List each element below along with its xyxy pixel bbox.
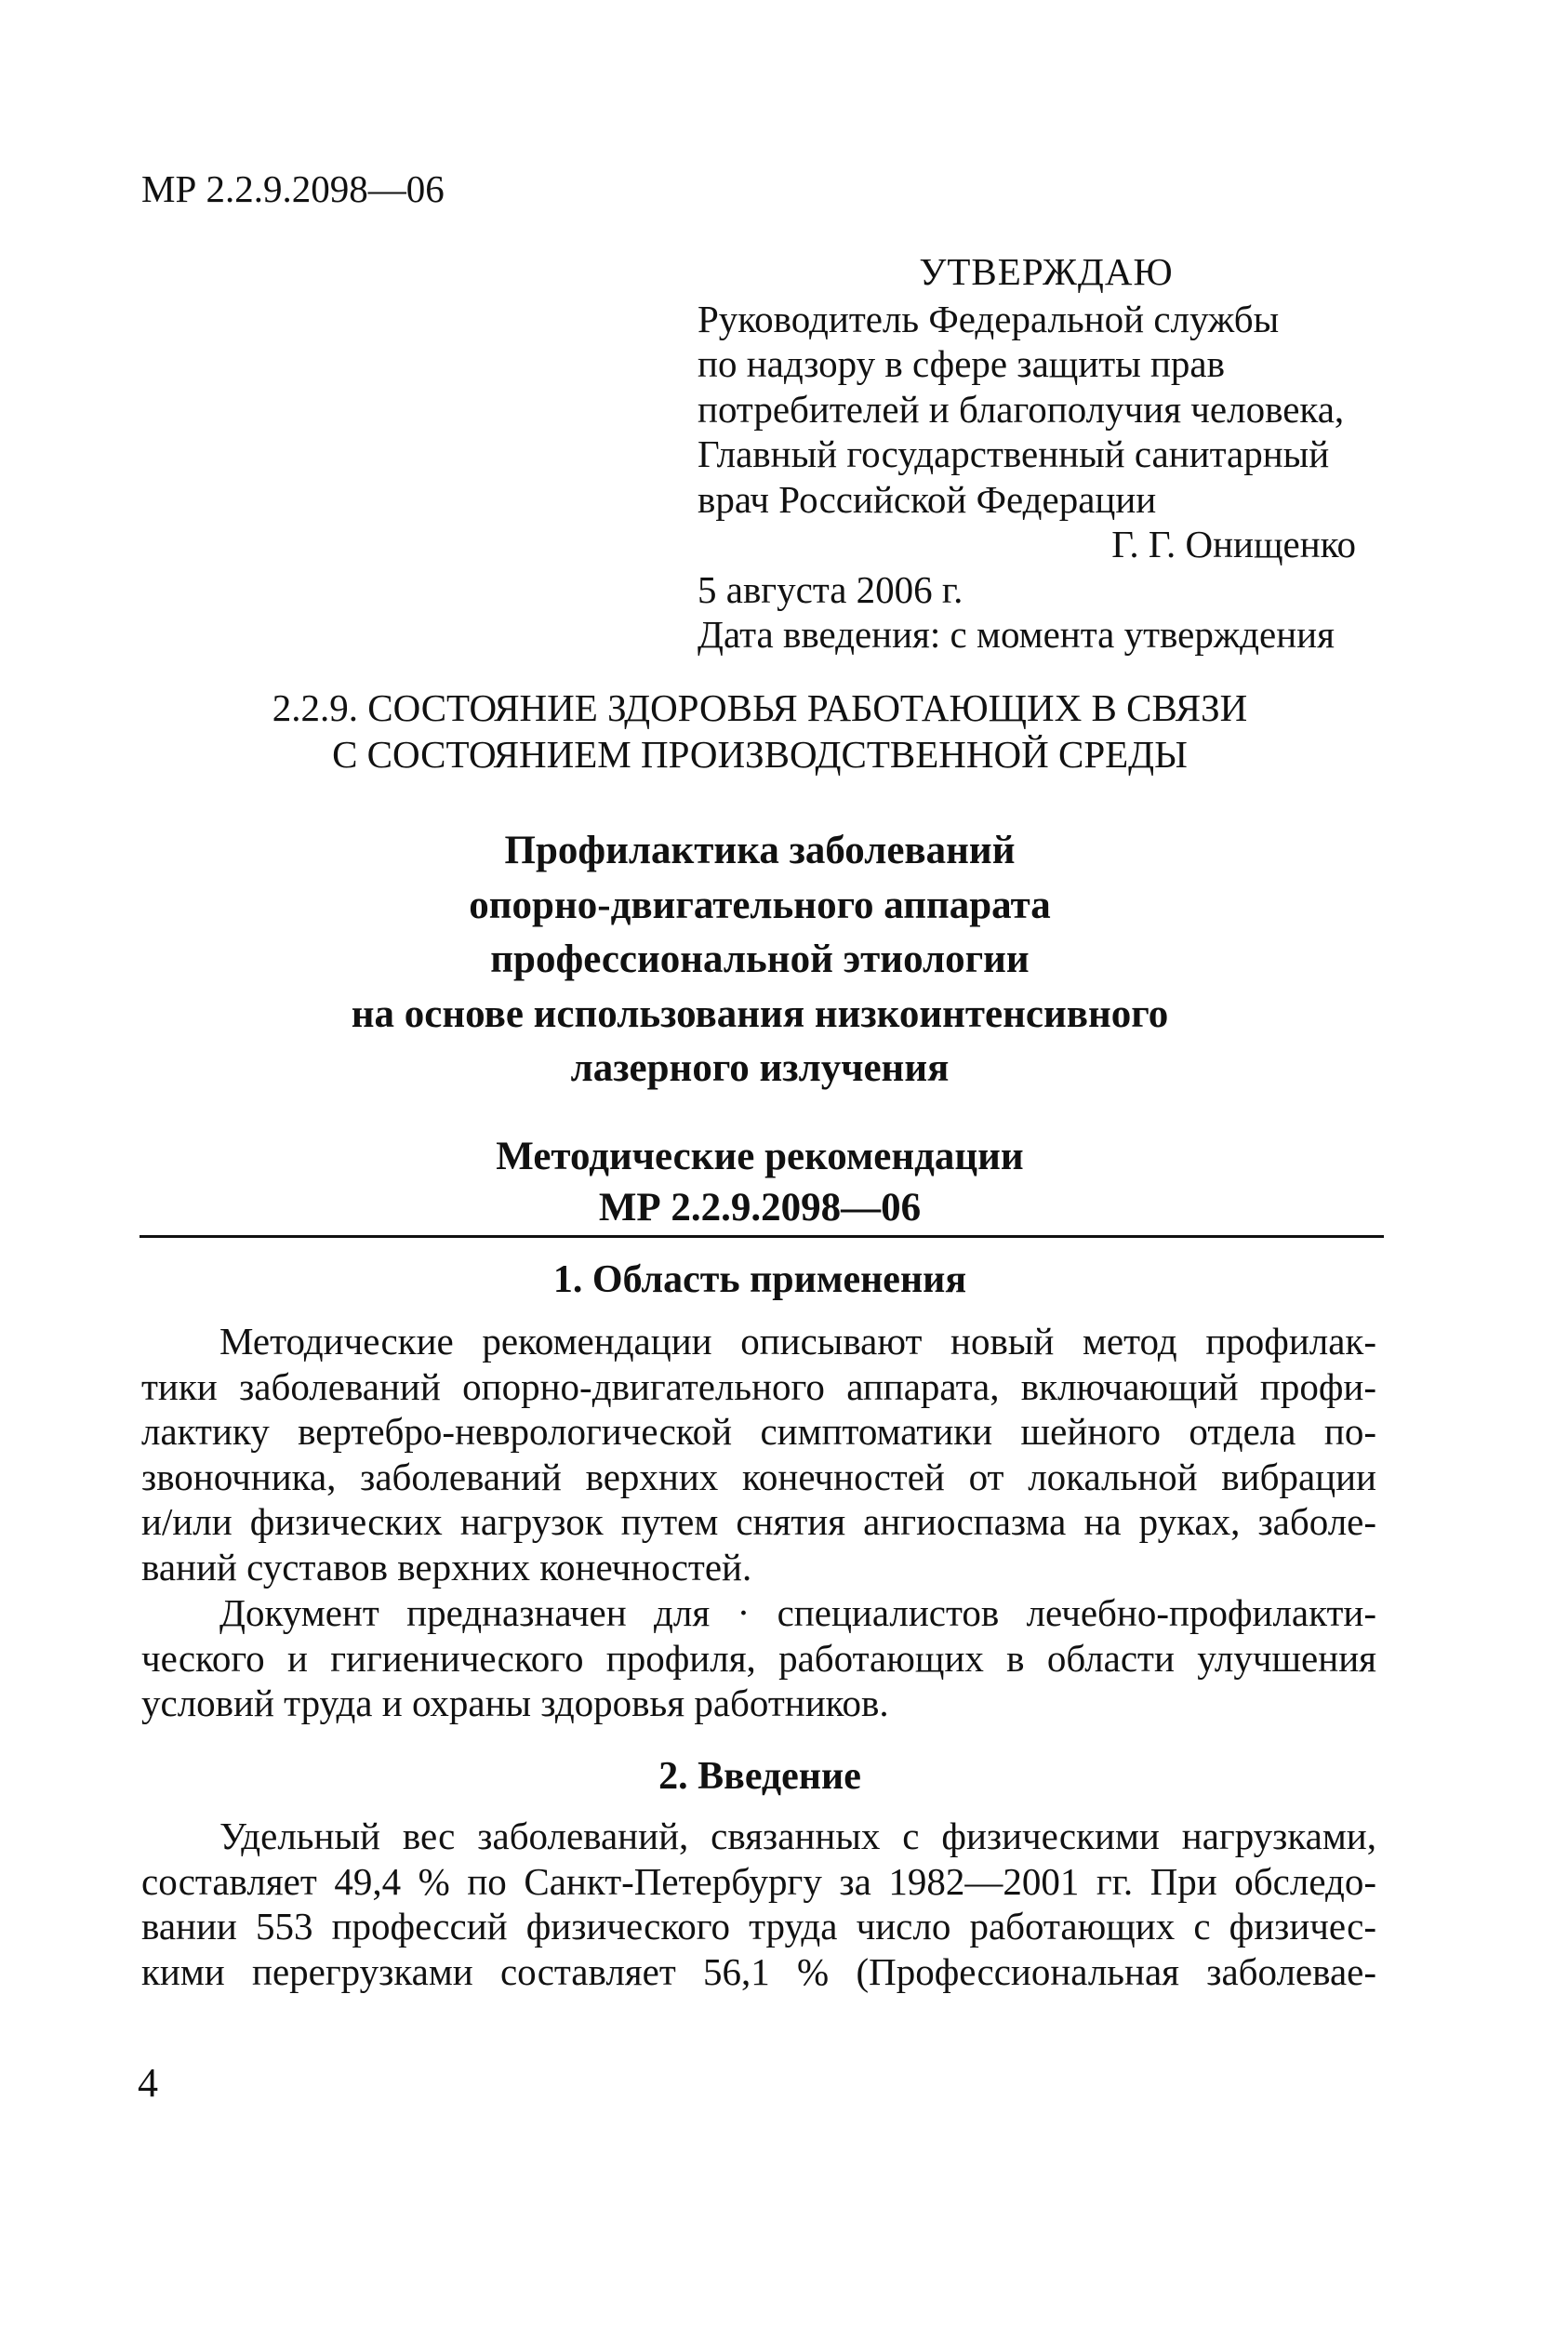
document-title: [141, 824, 1378, 1097]
paragraph-line: составляет 49,4 % по Санкт-Петербургу за 1982—2001 гг. При обследо-: [141, 1859, 1376, 1903]
paragraph-line: кими перегрузками составляет 56,1 % (Профессиональная заболевае-: [141, 1949, 1376, 1993]
document-type: [141, 1131, 1378, 1233]
section-scope-heading: 1. Область применения: [552, 1258, 967, 1301]
paragraph-line: и/или физических нагрузок путем снятия ангиоспазма на руках, заболе-: [141, 1500, 1376, 1544]
approval-signer: Г. Г. Онищенко: [1111, 523, 1356, 565]
approval-effective-date: Дата введения: с момента утверждения: [698, 613, 1335, 656]
paragraph-line: Документ предназначен для · специалистов лечебно-профилакти-: [219, 1591, 1376, 1634]
approval-line: потребителей и благополучия человека,: [698, 387, 1345, 431]
page-number: 4: [138, 2060, 158, 2106]
intro-paragraph-1: [141, 1814, 1376, 1994]
approval-line: Главный государственный санитарный: [698, 432, 1330, 475]
section-heading: [141, 685, 1378, 778]
document-type-label: Методические рекомендации: [496, 1135, 1024, 1178]
approval-line: Руководитель Федеральной службы: [698, 297, 1280, 340]
document-title-line: на основе использования низкоинтенсивного: [351, 991, 1169, 1036]
document-title-line: лазерного излучения: [570, 1046, 950, 1090]
paragraph-line: ческого и гигиенического профиля, работающих в области улучшения: [141, 1636, 1376, 1680]
section-heading-line: С СОСТОЯНИЕМ ПРОИЗВОДСТВЕННОЙ СРЕДЫ: [332, 733, 1188, 776]
paragraph-line: Удельный вес заболеваний, связанных с физическими нагрузками,: [219, 1815, 1376, 1857]
document-code: МР 2.2.9.2098—06: [141, 167, 445, 210]
document-title-line: профессиональной этиологии: [490, 937, 1030, 981]
approval-heading: УТВЕРЖДАЮ: [919, 250, 1174, 293]
scope-paragraph-2: [141, 1590, 1376, 1726]
approval-date: 5 августа 2006 г.: [698, 567, 963, 611]
section-heading-line: 2.2.9. СОСТОЯНИЕ ЗДОРОВЬЯ РАБОТАЮЩИХ В СВЯЗИ: [272, 686, 1248, 729]
paragraph-line: Методические рекомендации описывают новый метод профилак-: [219, 1320, 1376, 1363]
approval-line: врач Российской Федерации: [698, 477, 1157, 521]
paragraph-line: звоночника, заболеваний верхних конечностей от локальной вибрации: [141, 1455, 1376, 1498]
paragraph-line: условий труда и охраны здоровья работников.: [141, 1682, 889, 1725]
section-intro-heading: 2. Введение: [658, 1755, 861, 1798]
title-divider: [140, 1235, 1384, 1238]
approval-block: [698, 249, 1367, 658]
paragraph-line: вании 553 профессий физического труда число работающих с физичес-: [141, 1905, 1376, 1948]
paragraph-line: лактику вертебро-неврологической симптоматики шейного отдела по-: [141, 1410, 1376, 1454]
paragraph-line: ваний суставов верхних конечностей.: [141, 1545, 752, 1589]
document-title-line: опорно-двигательного аппарата: [469, 883, 1051, 927]
paragraph-line: тики заболеваний опорно-двигательного аппарата, включающий профи-: [141, 1364, 1376, 1408]
document-type-code: МР 2.2.9.2098—06: [598, 1186, 922, 1230]
scope-paragraph-1: [141, 1319, 1376, 1590]
approval-line: по надзору в сфере защиты прав: [698, 342, 1225, 385]
document-title-line: Профилактика заболеваний: [504, 829, 1016, 872]
